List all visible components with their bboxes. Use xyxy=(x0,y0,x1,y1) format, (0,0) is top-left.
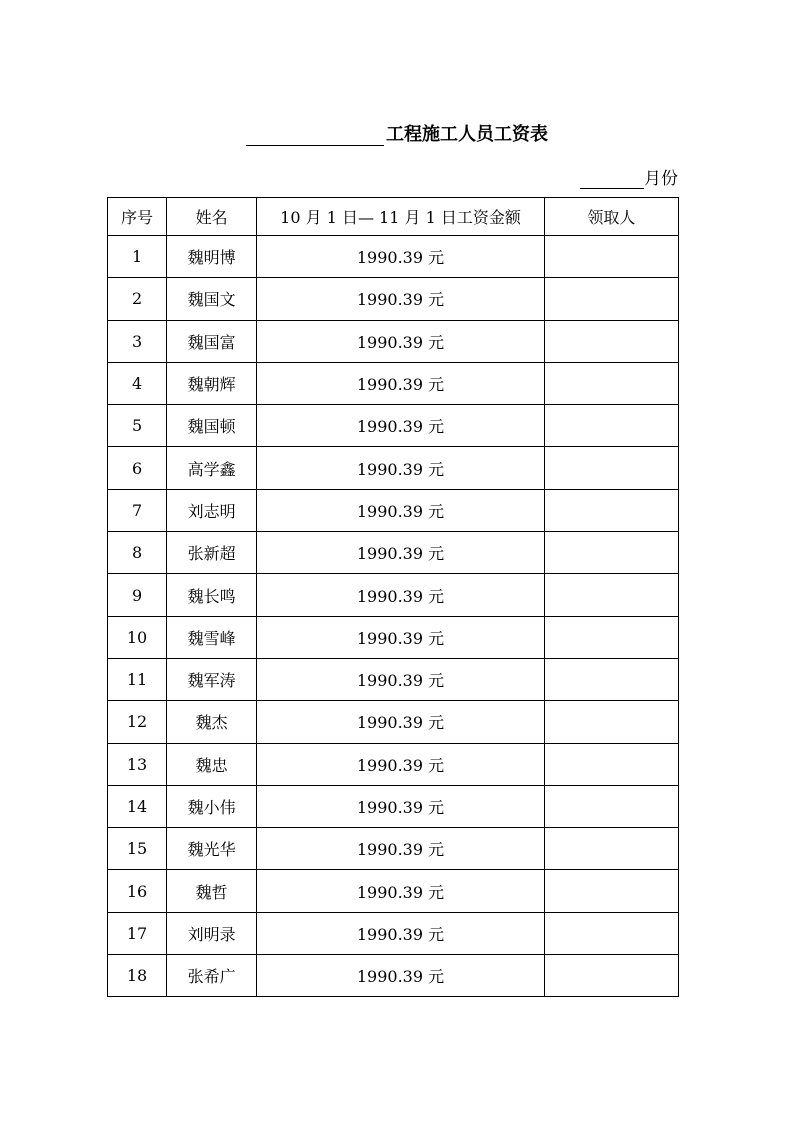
cell-name: 魏雪峰 xyxy=(167,616,257,658)
cell-amount: 1990.39 元 xyxy=(257,278,545,320)
table-row xyxy=(108,278,679,320)
table-row xyxy=(108,489,679,531)
cell-amount: 1990.39 元 xyxy=(257,362,545,404)
cell-name: 魏军涛 xyxy=(167,658,257,700)
table-body xyxy=(108,236,679,997)
cell-amount: 1990.39 元 xyxy=(257,785,545,827)
cell-name: 刘明录 xyxy=(167,912,257,954)
cell-name: 张新超 xyxy=(167,532,257,574)
cell-receiver xyxy=(544,320,678,362)
cell-name: 魏光华 xyxy=(167,828,257,870)
month-field xyxy=(580,164,678,189)
cell-receiver xyxy=(544,532,678,574)
cell-receiver xyxy=(544,955,678,997)
cell-index: 7 xyxy=(108,489,167,531)
table-row xyxy=(108,320,679,362)
cell-amount: 1990.39 元 xyxy=(257,912,545,954)
cell-index: 17 xyxy=(108,912,167,954)
table-row xyxy=(108,870,679,912)
cell-receiver xyxy=(544,489,678,531)
table-row xyxy=(108,828,679,870)
cell-amount: 1990.39 元 xyxy=(257,489,545,531)
cell-receiver xyxy=(544,236,678,278)
table-row xyxy=(108,447,679,489)
cell-receiver xyxy=(544,447,678,489)
cell-name: 张希广 xyxy=(167,955,257,997)
cell-name: 魏国顿 xyxy=(167,405,257,447)
cell-amount: 1990.39 元 xyxy=(257,658,545,700)
table-row xyxy=(108,955,679,997)
table-row xyxy=(108,362,679,404)
cell-index: 12 xyxy=(108,701,167,743)
cell-index: 2 xyxy=(108,278,167,320)
table-row xyxy=(108,743,679,785)
cell-receiver xyxy=(544,743,678,785)
cell-amount: 1990.39 元 xyxy=(257,236,545,278)
cell-name: 魏小伟 xyxy=(167,785,257,827)
project-name-blank xyxy=(246,123,384,146)
header-amount: 10 月 1 日— 11 月 1 日工资金额 xyxy=(257,198,545,236)
cell-index: 6 xyxy=(108,447,167,489)
month-blank xyxy=(580,168,644,189)
cell-amount: 1990.39 元 xyxy=(257,701,545,743)
cell-index: 10 xyxy=(108,616,167,658)
payroll-table xyxy=(107,197,679,997)
cell-index: 13 xyxy=(108,743,167,785)
cell-index: 5 xyxy=(108,405,167,447)
header-receiver: 领取人 xyxy=(544,198,678,236)
cell-receiver xyxy=(544,574,678,616)
cell-receiver xyxy=(544,785,678,827)
table-row xyxy=(108,616,679,658)
cell-index: 16 xyxy=(108,870,167,912)
cell-name: 魏哲 xyxy=(167,870,257,912)
table-row xyxy=(108,658,679,700)
cell-amount: 1990.39 元 xyxy=(257,870,545,912)
cell-receiver xyxy=(544,828,678,870)
cell-receiver xyxy=(544,658,678,700)
cell-index: 14 xyxy=(108,785,167,827)
cell-receiver xyxy=(544,701,678,743)
cell-amount: 1990.39 元 xyxy=(257,532,545,574)
cell-amount: 1990.39 元 xyxy=(257,320,545,362)
cell-amount: 1990.39 元 xyxy=(257,574,545,616)
header-index: 序号 xyxy=(108,198,167,236)
cell-index: 1 xyxy=(108,236,167,278)
cell-amount: 1990.39 元 xyxy=(257,743,545,785)
cell-receiver xyxy=(544,362,678,404)
cell-name: 魏国富 xyxy=(167,320,257,362)
header-row xyxy=(108,198,679,236)
cell-name: 魏国文 xyxy=(167,278,257,320)
cell-amount: 1990.39 元 xyxy=(257,828,545,870)
cell-index: 9 xyxy=(108,574,167,616)
table-row xyxy=(108,574,679,616)
cell-name: 高学鑫 xyxy=(167,447,257,489)
table-row xyxy=(108,532,679,574)
table-row xyxy=(108,912,679,954)
cell-index: 15 xyxy=(108,828,167,870)
cell-receiver xyxy=(544,616,678,658)
month-label: 月份 xyxy=(644,169,678,189)
cell-index: 3 xyxy=(108,320,167,362)
cell-index: 4 xyxy=(108,362,167,404)
cell-amount: 1990.39 元 xyxy=(257,616,545,658)
document-title xyxy=(0,120,794,146)
cell-name: 魏杰 xyxy=(167,701,257,743)
table-row xyxy=(108,785,679,827)
cell-index: 18 xyxy=(108,955,167,997)
cell-name: 魏长鸣 xyxy=(167,574,257,616)
cell-name: 魏明博 xyxy=(167,236,257,278)
table-row xyxy=(108,405,679,447)
header-name: 姓名 xyxy=(167,198,257,236)
cell-receiver xyxy=(544,870,678,912)
cell-receiver xyxy=(544,278,678,320)
cell-index: 8 xyxy=(108,532,167,574)
cell-amount: 1990.39 元 xyxy=(257,405,545,447)
table-row xyxy=(108,236,679,278)
cell-amount: 1990.39 元 xyxy=(257,955,545,997)
cell-receiver xyxy=(544,405,678,447)
cell-name: 魏朝辉 xyxy=(167,362,257,404)
cell-amount: 1990.39 元 xyxy=(257,447,545,489)
cell-name: 刘志明 xyxy=(167,489,257,531)
cell-name: 魏忠 xyxy=(167,743,257,785)
cell-receiver xyxy=(544,912,678,954)
title-text: 工程施工人员工资表 xyxy=(386,124,548,145)
cell-index: 11 xyxy=(108,658,167,700)
table-row xyxy=(108,701,679,743)
